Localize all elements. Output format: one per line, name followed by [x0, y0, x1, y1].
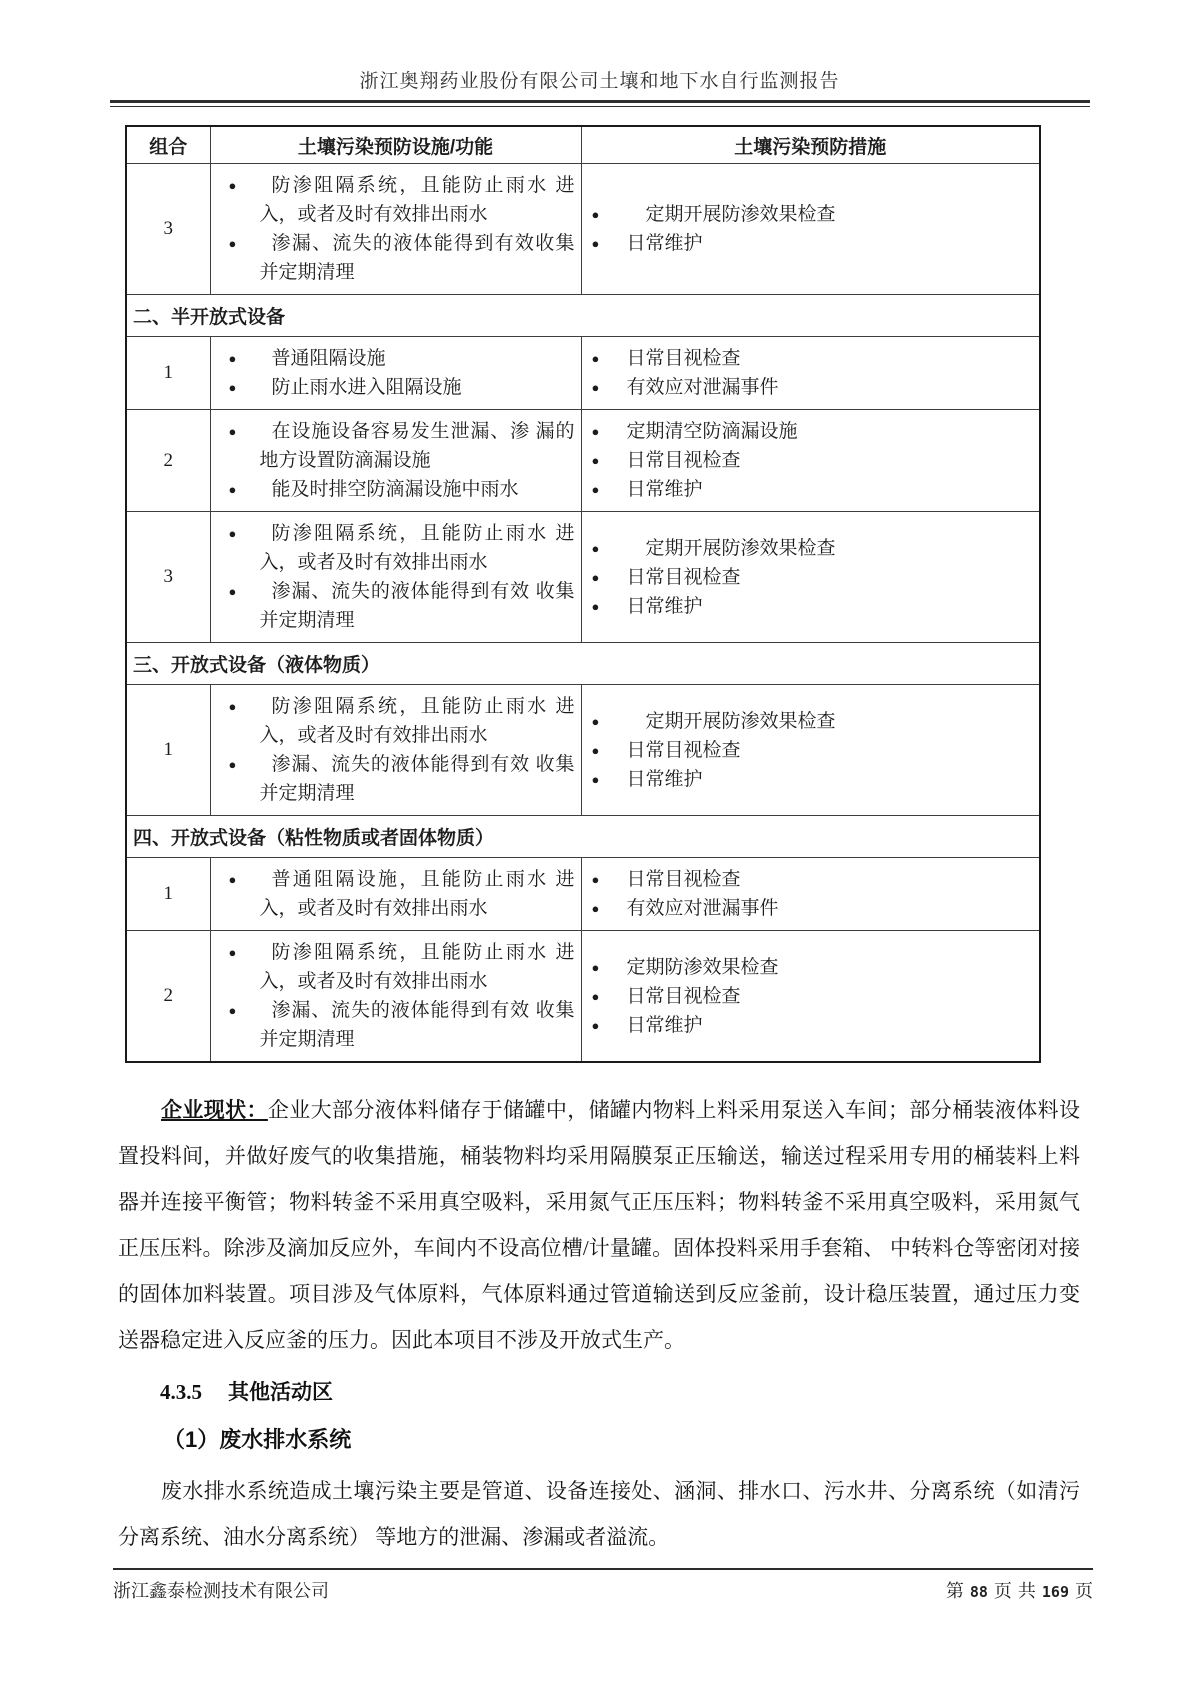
bullet-icon: ●	[591, 351, 600, 366]
combo-number-cell: 2	[126, 410, 210, 512]
bullet-item	[588, 592, 1034, 621]
measure-cell	[581, 164, 1040, 295]
bullet-icon: ●	[591, 236, 600, 251]
footer-total-pages: 169	[1041, 1583, 1069, 1601]
bullet-icon: ●	[591, 959, 600, 975]
bullet-item	[588, 229, 1034, 258]
bullet-item-text: 日常维护	[626, 595, 703, 617]
bullet-item	[217, 865, 575, 923]
heading-wastewater-system: （1）废水排水系统	[163, 1427, 352, 1452]
combo-number-cell: 3	[126, 164, 210, 295]
bullet-icon: ●	[228, 236, 237, 251]
col-header-combo: 组合	[126, 126, 210, 164]
bullet-icon: ●	[591, 453, 600, 468]
bullet-icon: ●	[591, 771, 600, 787]
combo-number-cell: 1	[126, 858, 210, 931]
col-header-measure: 土壤污染预防措施	[581, 126, 1040, 164]
page-footer	[113, 1568, 1093, 1603]
bullet-icon: ●	[591, 1017, 600, 1033]
section-header-label: 三、开放式设备（液体物质）	[126, 643, 1040, 685]
combo-number-cell: 2	[126, 931, 210, 1063]
heading-4-3-5	[160, 1377, 1199, 1408]
bullet-icon: ●	[228, 584, 237, 599]
facility-cell	[210, 931, 581, 1063]
bullet-item	[588, 344, 1034, 373]
bullet-icon: ●	[591, 901, 600, 916]
bullet-item	[217, 692, 575, 750]
bullet-item-text: 日常维护	[626, 233, 703, 254]
header-rule	[110, 100, 1090, 107]
bullet-item-text: 定期开展防渗效果检查	[626, 204, 836, 225]
table-row	[126, 410, 1040, 512]
combo-number-cell: 1	[126, 337, 210, 410]
table-header-row	[126, 126, 1040, 164]
bullet-icon: ●	[591, 742, 600, 758]
bullet-item	[588, 563, 1034, 592]
heading-number: 4.3.5	[160, 1380, 202, 1404]
bullet-item-text: 防止雨水进入阻隔设施	[271, 377, 462, 398]
section-header-label: 二、半开放式设备	[126, 295, 1040, 337]
measure-cell	[581, 858, 1040, 931]
table-row	[126, 337, 1040, 410]
bullet-item-text: 普通阻隔设施	[271, 348, 386, 369]
bullet-item-text: 定期清空防滴漏设施	[626, 421, 798, 442]
bullet-item	[217, 373, 575, 402]
bullet-item-text: 防渗阻隔系统，且能防止雨水 进入，或者及时有效排出雨水	[259, 942, 575, 992]
bullet-item-text: 在设施设备容易发生泄漏、渗 漏的地方设置防滴漏设施	[259, 421, 575, 471]
bullet-item	[217, 577, 575, 635]
bullet-item-text: 能及时排空防滴漏设施中雨水	[271, 479, 519, 500]
bullet-item-text: 日常目视检查	[626, 566, 741, 588]
bullet-item	[588, 446, 1034, 475]
bullet-item-text: 定期开展防渗效果检查	[626, 710, 836, 732]
bullet-item-text: 有效应对泄漏事件	[626, 898, 779, 919]
report-title: 浙江奥翔药业股份有限公司土壤和地下水自行监测报告	[359, 71, 840, 92]
footer-company: 浙江鑫泰检测技术有限公司	[113, 1581, 329, 1601]
bullet-icon: ●	[228, 424, 237, 439]
table-row	[126, 512, 1040, 643]
table-row	[126, 685, 1040, 816]
footer-page-info	[946, 1577, 1093, 1603]
bullet-item	[217, 344, 575, 373]
bullet-item	[217, 171, 575, 229]
facility-cell	[210, 410, 581, 512]
bullet-item-text: 普通阻隔设施，且能防止雨水 进入，或者及时有效排出雨水	[259, 869, 575, 919]
bullet-icon: ●	[228, 380, 237, 395]
facility-cell	[210, 685, 581, 816]
bullet-item	[217, 938, 575, 996]
bullet-icon: ●	[228, 1003, 237, 1018]
bullet-item	[217, 417, 575, 475]
bullet-item	[588, 765, 1034, 794]
bullet-item-text: 定期防渗效果检查	[626, 956, 779, 978]
bullet-icon: ●	[228, 482, 237, 497]
bullet-icon: ●	[228, 351, 237, 366]
prevention-table-body	[126, 164, 1040, 1063]
bullet-item	[588, 736, 1034, 765]
bullet-icon: ●	[591, 482, 600, 497]
bullet-item-text: 日常目视检查	[626, 869, 741, 890]
bullet-item-text: 日常目视检查	[626, 985, 741, 1007]
bullet-item-text: 日常维护	[626, 768, 703, 790]
table-row	[126, 164, 1040, 295]
bullet-icon: ●	[591, 380, 600, 395]
facility-cell	[210, 164, 581, 295]
bullet-item	[217, 519, 575, 577]
section-header-row	[126, 643, 1040, 685]
bullet-item	[217, 229, 575, 287]
section-header-row	[126, 816, 1040, 858]
footer-text: 共	[1017, 1581, 1036, 1601]
facility-cell	[210, 337, 581, 410]
measure-cell	[581, 931, 1040, 1063]
bullet-item	[217, 475, 575, 504]
bullet-item	[588, 982, 1034, 1011]
combo-number-cell: 3	[126, 512, 210, 643]
combo-number-cell: 1	[126, 685, 210, 816]
facility-cell	[210, 858, 581, 931]
bullet-item-text: 渗漏、流失的液体能得到有效 收集并定期清理	[259, 581, 575, 631]
bullet-item	[588, 534, 1034, 563]
bullet-icon: ●	[591, 424, 600, 439]
bullet-item	[588, 707, 1034, 736]
footer-page-number: 88	[969, 1583, 988, 1601]
bullet-item	[588, 894, 1034, 923]
bullet-icon: ●	[228, 872, 237, 887]
prevention-table	[125, 125, 1041, 1063]
bullet-icon: ●	[591, 540, 600, 556]
bullet-item	[217, 996, 575, 1054]
bullet-item-text: 防渗阻隔系统，且能防止雨水 进入，或者及时有效排出雨水	[259, 696, 575, 746]
bullet-item	[588, 1011, 1034, 1040]
bullet-icon: ●	[228, 945, 237, 960]
table-row	[126, 858, 1040, 931]
paragraph-lead-label: 企业现状：	[161, 1098, 268, 1122]
bullet-icon: ●	[228, 699, 237, 714]
bullet-item	[588, 200, 1034, 229]
measure-cell	[581, 337, 1040, 410]
section-header-label: 四、开放式设备（粘性物质或者固体物质）	[126, 816, 1040, 858]
footer-text: 第	[945, 1581, 964, 1601]
bullet-icon: ●	[591, 569, 600, 585]
table-row	[126, 931, 1040, 1063]
col-header-facility: 土壤污染预防设施/功能	[210, 126, 581, 164]
bullet-item	[588, 475, 1034, 504]
section-header-row	[126, 295, 1040, 337]
bullet-icon: ●	[591, 598, 600, 614]
bullet-icon: ●	[591, 713, 600, 729]
paragraph-body-text: 企业大部分液体料储存于储罐中，储罐内物料上料采用泵送入车间；部分桶装液体料设置投料间，并做好废气的收集措施，桶装物料均采用隔膜泵正压输送，输送过程采用专用的桶装料上料器并连接平衡管；物料转釜不采用真空吸料，采用氮气正压压料；物料转釜不采用真空吸料，采用氮气正压压料。除涉及滴加反应外，车间内不设高位槽/计量罐。固体投料采用手套箱、 中转料仓等密闭对接的固体加料装置。项目涉及气体原料，气体原料通过管道输送到反应釜前，设计稳压装置，通过压力变送器稳定进入反应釜的压力。因此本项目不涉及开放式生产。	[118, 1098, 1080, 1352]
measure-cell	[581, 410, 1040, 512]
bullet-item	[588, 373, 1034, 402]
footer-text: 页	[993, 1581, 1012, 1601]
bullet-item-text: 防渗阻隔系统，且能防止雨水 进入，或者及时有效排出雨水	[259, 175, 575, 225]
facility-cell	[210, 512, 581, 643]
bullet-item	[217, 750, 575, 808]
bullet-item-text: 渗漏、流失的液体能得到有效 收集并定期清理	[259, 1000, 575, 1050]
footer-text: 页	[1075, 1581, 1093, 1601]
bullet-item-text: 日常维护	[626, 1014, 703, 1036]
bullet-item	[588, 865, 1034, 894]
heading-title: 其他活动区	[228, 1381, 333, 1404]
bullet-icon: ●	[591, 872, 600, 887]
bullet-item-text: 渗漏、流失的液体能得到有效 收集并定期清理	[259, 754, 575, 804]
bullet-icon: ●	[591, 207, 600, 222]
bullet-icon: ●	[228, 526, 237, 541]
bullet-icon: ●	[228, 757, 237, 772]
bullet-item-text: 有效应对泄漏事件	[626, 377, 779, 398]
bullet-item-text: 日常维护	[626, 479, 703, 500]
bullet-item-text: 日常目视检查	[626, 739, 741, 761]
measure-cell	[581, 512, 1040, 643]
bullet-item-text: 渗漏、流失的液体能得到有效收集并定期清理	[259, 233, 575, 283]
bullet-item-text: 防渗阻隔系统，且能防止雨水 进入，或者及时有效排出雨水	[259, 523, 575, 573]
enterprise-status-paragraph	[118, 1087, 1080, 1363]
bullet-item	[588, 953, 1034, 982]
wastewater-paragraph: 废水排水系统造成土壤污染主要是管道、设备连接处、涵洞、排水口、污水井、分离系统（如清污分离系统、油水分离系统） 等地方的泄漏、渗漏或者溢流。	[118, 1479, 1080, 1549]
bullet-item	[588, 417, 1034, 446]
bullet-icon: ●	[591, 988, 600, 1004]
page-header	[0, 0, 1199, 107]
bullet-item-text: 定期开展防渗效果检查	[626, 537, 836, 559]
measure-cell	[581, 685, 1040, 816]
bullet-item-text: 日常目视检查	[626, 450, 741, 471]
bullet-item-text: 日常目视检查	[626, 348, 741, 369]
bullet-icon: ●	[228, 178, 237, 193]
